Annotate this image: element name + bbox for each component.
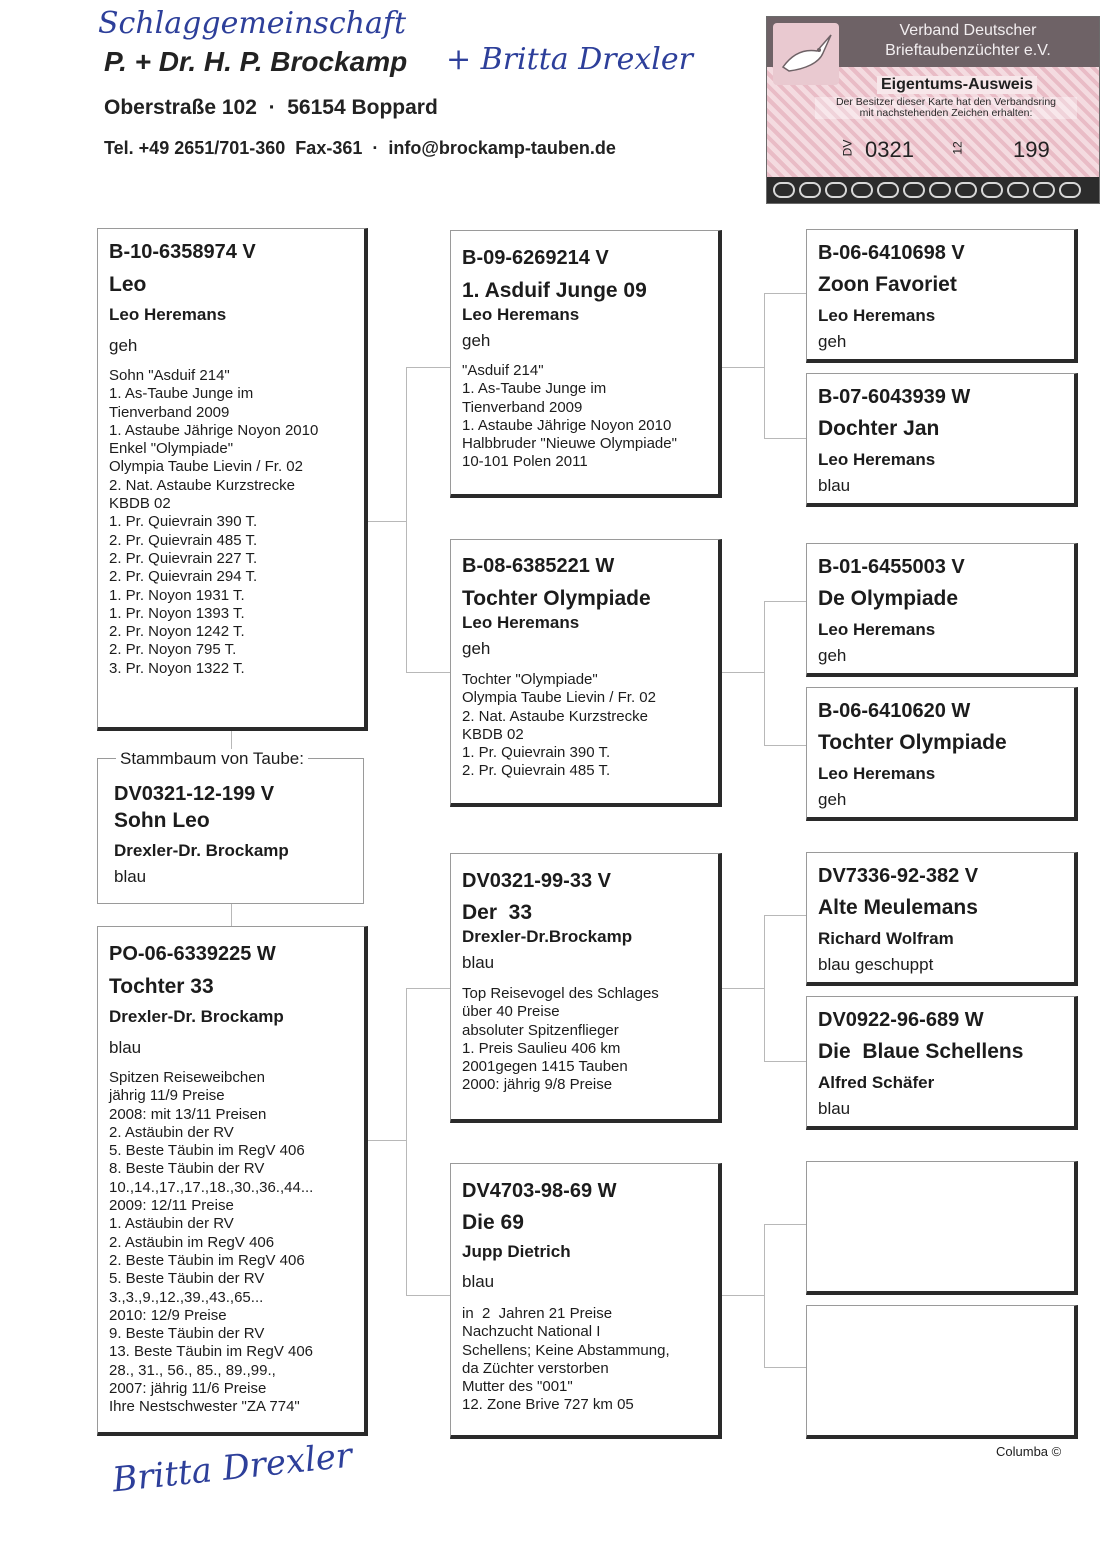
ring-number: DV0922-96-689 W	[818, 1009, 984, 1031]
card-text: Der Besitzer dieser Karte hat den Verbandsring mit nachstehenden Zeichen erhalten:	[815, 97, 1077, 119]
pedigree-card-father-mother	[450, 539, 722, 807]
ring-number: 199	[1013, 137, 1050, 162]
pedigree-card-ggp-7-empty	[806, 1161, 1078, 1295]
software-credit: Columba ©	[996, 1444, 1062, 1459]
pigeon-name: Tochter Olympiade	[462, 587, 651, 610]
pedigree-card-ggp-8-empty	[806, 1305, 1078, 1439]
ring-number: B-06-6410698 V	[818, 242, 965, 264]
pedigree-card-ggp-6	[806, 996, 1078, 1130]
breeder-name: P. + Dr. H. P. Brockamp	[104, 46, 408, 77]
achievements: Tochter "Olympiade" Olympia Taube Lievin / Fr. 02 2. Nat. Astaube Kurzstrecke KBDB 02 1. Pr. Quievrain 390 T. 2. Pr. Quievrain 485 T.	[462, 671, 656, 780]
pedigree-label: Stammbaum von Taube:	[116, 749, 308, 769]
pigeon-name: De Olympiade	[818, 587, 959, 610]
breeder: Drexler-Dr.Brockamp	[462, 927, 633, 946]
address: Oberstraße 102 · 56154 Boppard	[104, 96, 438, 119]
breeder: Leo Heremans	[818, 450, 936, 469]
pigeon-name: Alte Meulemans	[818, 896, 978, 919]
pigeon-color: blau	[818, 476, 851, 495]
ring-number: PO-06-6339225 W	[109, 943, 276, 965]
achievements: in 2 Jahren 21 Preise Nachzucht National I Schellens; Keine Abstammung, da Züchter verstorben Mutter des "001" 12. Zone Brive 727 km 05	[462, 1305, 670, 1414]
pigeon-color: blau	[818, 1099, 851, 1118]
handwritten-addition: + Britta Drexler	[446, 42, 693, 77]
pigeon-color: blau	[109, 1038, 142, 1057]
pedigree-card-ggp-1	[806, 229, 1078, 363]
pedigree-card-mother-father	[450, 853, 722, 1123]
ring-number: B-09-6269214 V	[462, 247, 609, 269]
breeder: Drexler-Dr. Brockamp	[114, 841, 289, 860]
ring-year: 12	[950, 141, 965, 155]
ring-number: B-10-6358974 V	[109, 241, 256, 263]
decorative-band	[767, 177, 1100, 204]
breeder: Leo Heremans	[462, 613, 580, 632]
achievements: "Asduif 214" 1. As-Taube Junge im Tienverband 2009 1. Astaube Jährige Noyon 2010 Halbbruder "Nieuwe Olympiade" 10-101 Polen 2011	[462, 362, 677, 471]
pigeon-color: geh	[818, 646, 847, 665]
pigeon-color: blau	[462, 1272, 495, 1291]
pedigree-card-mother-mother	[450, 1163, 722, 1439]
breeder: Leo Heremans	[818, 764, 936, 783]
pedigree-card-subject	[97, 758, 364, 904]
breeder: Drexler-Dr. Brockamp	[109, 1007, 284, 1026]
pigeon-name: Leo	[109, 273, 147, 296]
card-title: Eigentums-Ausweis	[877, 76, 1037, 94]
pigeon-color: geh	[818, 790, 847, 809]
breeder: Jupp Dietrich	[462, 1242, 571, 1261]
handwritten-note: Schlaggemeinschaft	[98, 6, 406, 41]
breeder: Alfred Schäfer	[818, 1073, 935, 1092]
pigeon-color: blau	[114, 867, 147, 886]
breeder: Leo Heremans	[462, 305, 580, 324]
pigeon-name: Die 69	[462, 1211, 524, 1234]
pedigree-card-ggp-5	[806, 852, 1078, 986]
ring-number: DV0321-99-33 V	[462, 870, 611, 892]
achievements: Sohn "Asduif 214" 1. As-Taube Junge im Tienverband 2009 1. Astaube Jährige Noyon 2010 Enkel "Olympiade" Olympia Taube Lievin / Fr. 02 2. Nat. Astaube Kurzstrecke KBDB 02 1. Pr. Quievrain 390 T. 2. Pr. Quievrain 485 T. 2. Pr. Quievrain 227 T. 2. Pr. Quievrain 294 T. 1. Pr. Noyon 1931 T. 1. Pr. Noyon 1393 T. 2. Pr. Noyon 1242 T. 2. Pr. Noyon 795 T. 3. Pr. Noyon 1322 T.	[109, 367, 319, 677]
pigeon-name: Sohn Leo	[114, 809, 210, 832]
ring-number: B-06-6410620 W	[818, 700, 971, 722]
ownership-card	[766, 16, 1100, 204]
ring-number: B-08-6385221 W	[462, 555, 615, 577]
pigeon-color: blau geschuppt	[818, 955, 934, 974]
pigeon-name: Die Blaue Schellens	[818, 1040, 1024, 1063]
pedigree-card-father-father	[450, 230, 722, 498]
association-name: Verband Deutscher Brieftaubenzüchter e.V.	[885, 22, 1051, 59]
ring-number: B-07-6043939 W	[818, 386, 971, 408]
pedigree-card-ggp-4	[806, 687, 1078, 821]
pigeon-color: geh	[462, 331, 491, 350]
pedigree-card-father	[97, 228, 368, 731]
ring-number: DV7336-92-382 V	[818, 865, 979, 887]
ring-number: DV0321-12-199 V	[114, 783, 275, 805]
pigeon-name: Der 33	[462, 901, 533, 924]
pigeon-name: Dochter Jan	[818, 417, 940, 440]
pedigree-card-ggp-3	[806, 543, 1078, 677]
pigeon-name: 1. Asduif Junge 09	[462, 279, 647, 302]
achievements: Top Reisevogel des Schlages über 40 Preise absoluter Spitzenflieger 1. Preis Saulieu 406 km 2001gegen 1415 Tauben 2000: jährig 9/8 Preise	[462, 985, 659, 1094]
breeder: Leo Heremans	[818, 306, 936, 325]
ring-prefix: DV	[840, 139, 855, 157]
achievements: Spitzen Reiseweibchen jährig 11/9 Preise 2008: mit 13/11 Preisen 2. Astäubin der RV 5. Beste Täubin im RegV 406 8. Beste Täubin der RV 10.,14.,17.,17.,18.,30.,36.,44... 2009: 12/11 Preise 1. Astäubin der RV 2. Astäubin im RegV 406 2. Beste Täubin im RegV 406 5. Beste Täubin der RV 3.,3.,9.,12.,39.,43.,65... 2010: 12/9 Preise 9. Beste Täubin der RV 13. Beste Täubin im RegV 406 28., 31., 56., 85., 89.,99., 2007: jährig 11/6 Preise Ihre Nestschwester "ZA 774"	[109, 1069, 314, 1416]
ring-number: B-01-6455003 V	[818, 556, 965, 578]
pigeon-color: geh	[109, 336, 138, 355]
pedigree-card-ggp-2	[806, 373, 1078, 507]
pedigree-card-mother	[97, 926, 368, 1436]
ring-club: 0321	[865, 137, 914, 162]
breeder: Richard Wolfram	[818, 929, 954, 948]
pigeon-color: blau	[462, 953, 495, 972]
pigeon-name: Tochter Olympiade	[818, 731, 1007, 754]
pigeon-name: Tochter 33	[109, 975, 214, 998]
ring-number: DV4703-98-69 W	[462, 1180, 617, 1202]
pigeon-name: Zoon Favoriet	[818, 273, 957, 296]
breeder: Leo Heremans	[818, 620, 936, 639]
signature: Britta Drexler	[110, 1435, 355, 1501]
dove-logo-icon	[773, 23, 839, 85]
pigeon-color: geh	[462, 639, 491, 658]
pigeon-color: geh	[818, 332, 847, 351]
contact-line: Tel. +49 2651/701-360 Fax-361 · info@brockamp-tauben.de	[104, 138, 616, 158]
breeder: Leo Heremans	[109, 305, 227, 324]
